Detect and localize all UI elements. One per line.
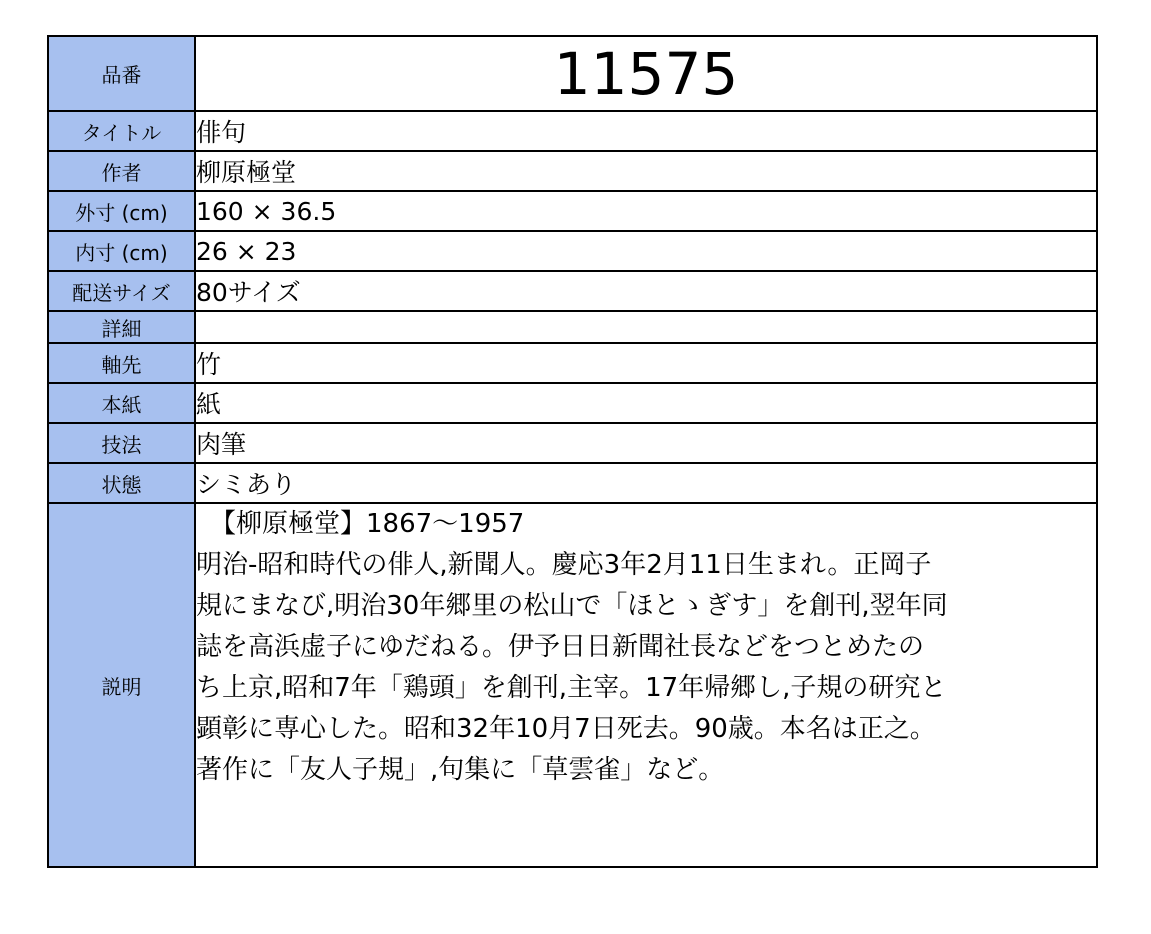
row-description bbox=[48, 503, 1097, 867]
label-artist: 作者 bbox=[48, 151, 195, 191]
label-details: 詳細 bbox=[48, 311, 195, 343]
label-paper: 本紙 bbox=[48, 383, 195, 423]
value-paper: 紙 bbox=[195, 383, 1097, 423]
row-title bbox=[48, 111, 1097, 151]
value-artist: 柳原極堂 bbox=[195, 151, 1097, 191]
label-outer-size: 外寸 (cm) bbox=[48, 191, 195, 231]
description-line: 明治-昭和時代の俳人,新聞人。慶応3年2月11日生まれ。正岡子 bbox=[196, 550, 932, 580]
label-title: タイトル bbox=[48, 111, 195, 151]
row-paper bbox=[48, 383, 1097, 423]
label-inner-size: 内寸 (cm) bbox=[48, 231, 195, 271]
value-title: 俳句 bbox=[195, 111, 1097, 151]
label-shipping-size: 配送サイズ bbox=[48, 271, 195, 311]
label-item-number: 品番 bbox=[48, 36, 195, 111]
label-technique: 技法 bbox=[48, 423, 195, 463]
description-line: ち上京,昭和7年「鶏頭」を創刊,主宰。17年帰郷し,子規の研究と bbox=[196, 673, 947, 703]
label-description: 説明 bbox=[48, 503, 195, 867]
value-shipping-size: 80サイズ bbox=[195, 271, 1097, 311]
value-roller-end: 竹 bbox=[195, 343, 1097, 383]
row-artist bbox=[48, 151, 1097, 191]
row-roller-end bbox=[48, 343, 1097, 383]
row-technique bbox=[48, 423, 1097, 463]
label-roller-end: 軸先 bbox=[48, 343, 195, 383]
value-details bbox=[195, 311, 1097, 343]
row-item-number bbox=[48, 36, 1097, 111]
value-condition: シミあり bbox=[195, 463, 1097, 503]
row-details bbox=[48, 311, 1097, 343]
item-spec-table bbox=[47, 35, 1098, 868]
description-line: 規にまなび,明治30年郷里の松山で「ほとゝぎす」を創刊,翌年同 bbox=[196, 591, 948, 621]
value-technique: 肉筆 bbox=[195, 423, 1097, 463]
row-condition bbox=[48, 463, 1097, 503]
description-line: 顕彰に専心した。昭和32年10月7日死去。90歳。本名は正之。 bbox=[196, 714, 936, 744]
value-item-number: 11575 bbox=[195, 36, 1097, 111]
value-outer-size: 160 × 36.5 bbox=[195, 191, 1097, 231]
row-shipping-size bbox=[48, 271, 1097, 311]
row-outer-size bbox=[48, 191, 1097, 231]
label-condition: 状態 bbox=[48, 463, 195, 503]
description-line: 著作に「友人子規」,句集に「草雲雀」など。 bbox=[196, 755, 725, 785]
row-inner-size bbox=[48, 231, 1097, 271]
description-heading: 【柳原極堂】1867〜1957 bbox=[210, 509, 525, 539]
value-inner-size: 26 × 23 bbox=[195, 231, 1097, 271]
description-line: 誌を高浜虚子にゆだねる。伊予日日新聞社長などをつとめたの bbox=[196, 632, 925, 662]
description-text bbox=[195, 503, 1097, 867]
